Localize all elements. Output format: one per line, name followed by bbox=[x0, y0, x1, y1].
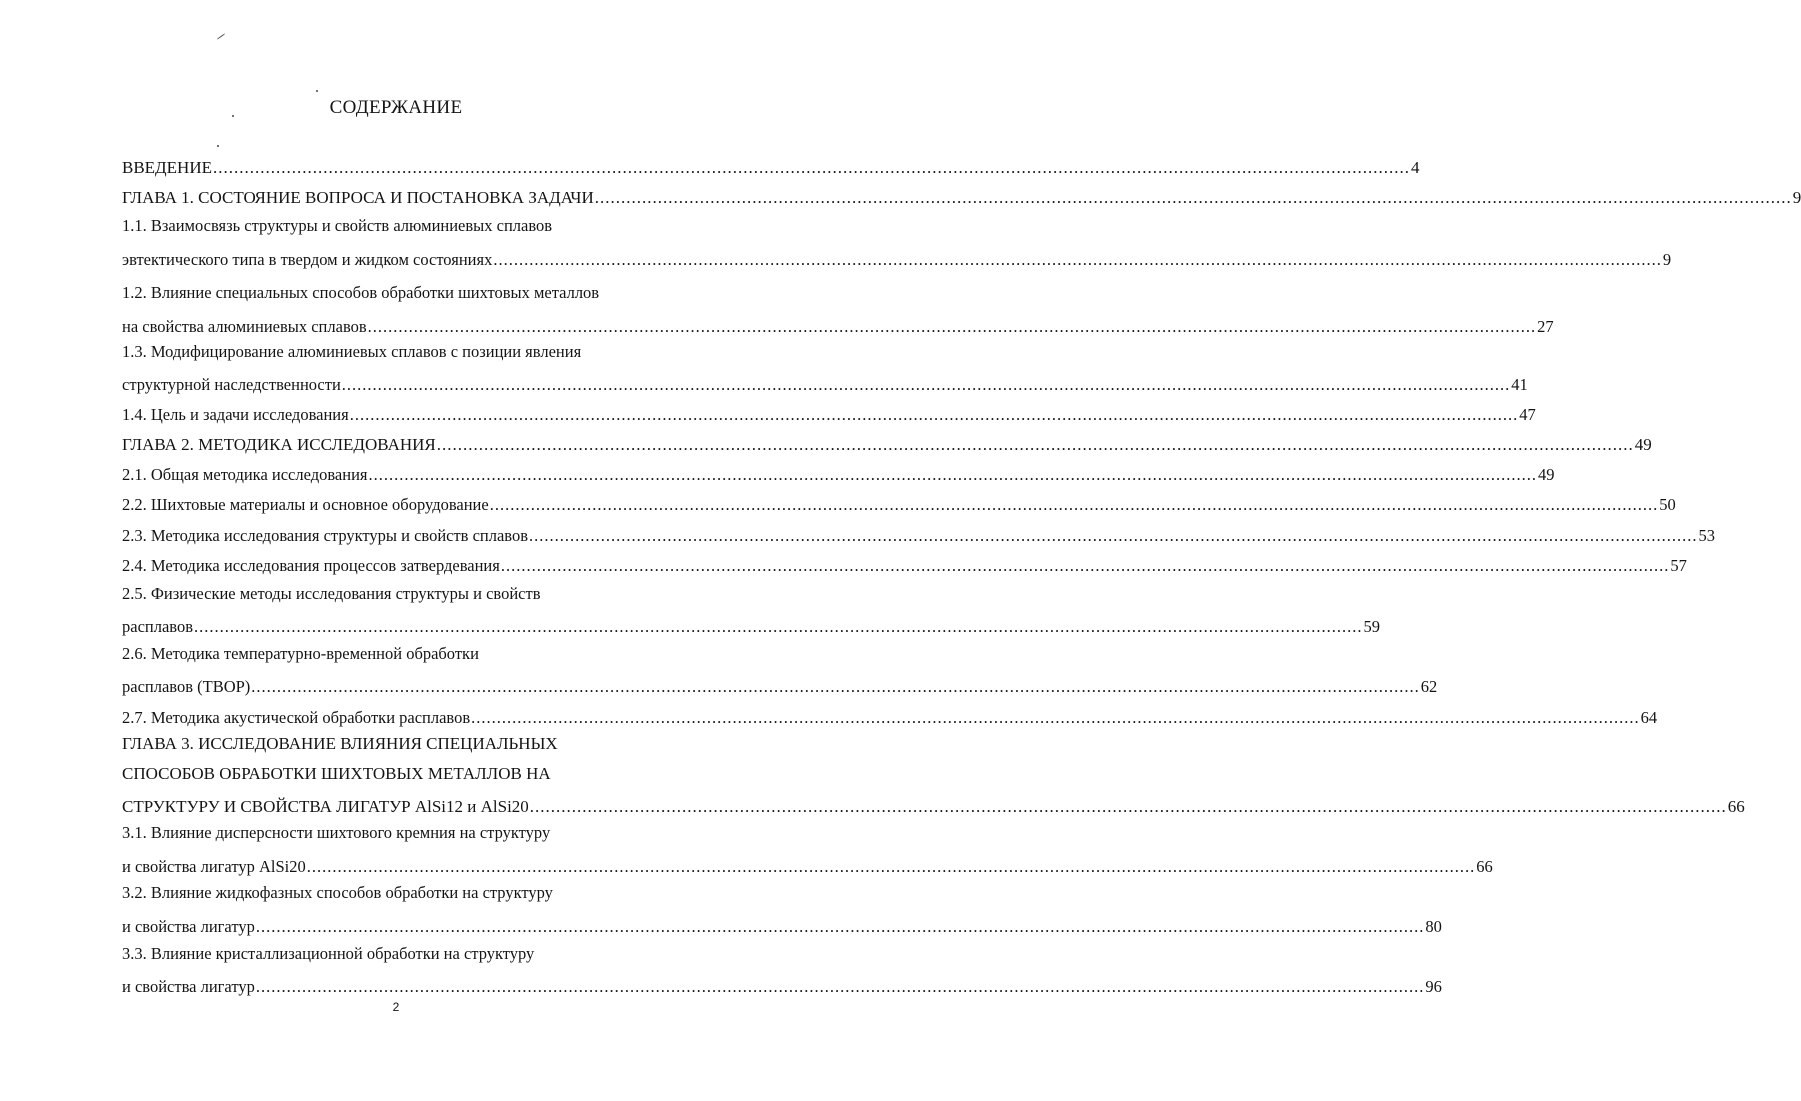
toc-entry-title: 2.4. Методика исследования процессов затвердевания bbox=[122, 556, 500, 575]
toc-entry-chapter-1[interactable] bbox=[122, 183, 1801, 209]
toc-leader-dots: .................................................................................................................................................................................................................................... bbox=[489, 495, 1659, 514]
toc-page-number: 9 bbox=[1792, 188, 1801, 207]
toc-page-number: 59 bbox=[1363, 617, 1381, 636]
page-number: 2 bbox=[392, 1000, 400, 1014]
toc-entry-1-2[interactable] bbox=[122, 312, 1554, 338]
toc-entry-title: ГЛАВА 1. СОСТОЯНИЕ ВОПРОСА И ПОСТАНОВКА ЗАДАЧИ bbox=[122, 188, 594, 207]
toc-entry-line: ГЛАВА 3. ИССЛЕДОВАНИЕ ВЛИЯНИЯ СПЕЦИАЛЬНЫХ bbox=[122, 734, 558, 753]
toc-leader-dots: .................................................................................................................................................................................................................................... bbox=[436, 435, 1634, 454]
toc-entry-line: 1.1. Взаимосвязь структуры и свойств алюминиевых сплавов bbox=[122, 216, 553, 235]
toc-leader-dots: .................................................................................................................................................................................................................................... bbox=[255, 917, 1425, 936]
scan-speck bbox=[217, 145, 219, 147]
toc-page-number: 41 bbox=[1511, 375, 1528, 394]
toc-page-number: 9 bbox=[1662, 250, 1672, 269]
toc-entry-title: 2.2. Шихтовые материалы и основное оборудование bbox=[122, 495, 489, 514]
toc-entry-1-1[interactable] bbox=[122, 245, 1672, 271]
scan-speck bbox=[217, 33, 226, 40]
toc-entry-title: 2.3. Методика исследования структуры и свойств сплавов bbox=[122, 526, 529, 545]
toc-entry-title: 1.4. Цель и задачи исследования bbox=[122, 405, 349, 424]
toc-leader-dots: .................................................................................................................................................................................................................................... bbox=[341, 375, 1511, 394]
toc-page-number: 64 bbox=[1640, 708, 1658, 727]
toc-entry-chapter-3[interactable] bbox=[122, 792, 1745, 818]
toc-page-number: 49 bbox=[1634, 435, 1652, 454]
toc-entry-3-3[interactable] bbox=[122, 972, 1442, 998]
toc-entry-2-7[interactable] bbox=[122, 703, 1658, 729]
toc-entry-title: СТРУКТУРУ И СВОЙСТВА ЛИГАТУР AlSi12 и AlSi20 bbox=[122, 797, 529, 816]
toc-entry-title: 2.7. Методика акустической обработки расплавов bbox=[122, 708, 471, 727]
toc-entry-2-5[interactable] bbox=[122, 612, 1381, 638]
toc-entry-3-1[interactable] bbox=[122, 852, 1493, 878]
toc-leader-dots: .................................................................................................................................................................................................................................... bbox=[349, 405, 1519, 424]
toc-leader-dots: .................................................................................................................................................................................................................................... bbox=[500, 556, 1670, 575]
toc-leader-dots: .................................................................................................................................................................................................................................... bbox=[529, 526, 1698, 545]
toc-leader-dots: .................................................................................................................................................................................................................................... bbox=[212, 158, 1410, 177]
toc-entry-introduction[interactable] bbox=[122, 153, 1420, 179]
toc-page-number: 66 bbox=[1476, 857, 1493, 876]
toc-entry-line: 3.1. Влияние дисперсности шихтового кремния на структуру bbox=[122, 823, 551, 842]
toc-page-number: 50 bbox=[1659, 495, 1676, 514]
toc-page-number: 53 bbox=[1698, 526, 1716, 545]
scan-speck bbox=[316, 90, 318, 92]
toc-entry-2-2[interactable] bbox=[122, 490, 1676, 516]
toc-page-number: 4 bbox=[1410, 158, 1420, 177]
toc-entry-line: 3.3. Влияние кристаллизационной обработки на структуру bbox=[122, 944, 535, 963]
toc-leader-dots: .................................................................................................................................................................................................................................... bbox=[493, 250, 1662, 269]
toc-entry-1-3[interactable] bbox=[122, 370, 1528, 396]
toc-entry-title: 2.1. Общая методика исследования bbox=[122, 465, 368, 484]
page-title: СОДЕРЖАНИЕ bbox=[329, 97, 463, 118]
toc-leader-dots: .................................................................................................................................................................................................................................... bbox=[529, 797, 1727, 816]
toc-entry-chapter-2[interactable] bbox=[122, 430, 1652, 456]
toc-entry-title: и свойства лигатур AlSi20 bbox=[122, 857, 306, 876]
toc-entry-title: расплавов (ТВОР) bbox=[122, 677, 251, 696]
toc-page-number: 47 bbox=[1519, 405, 1536, 424]
toc-entry-title: ГЛАВА 2. МЕТОДИКА ИССЛЕДОВАНИЯ bbox=[122, 435, 436, 454]
toc-leader-dots: .................................................................................................................................................................................................................................... bbox=[367, 317, 1537, 336]
toc-entry-2-3[interactable] bbox=[122, 521, 1716, 547]
toc-entry-line: СПОСОБОВ ОБРАБОТКИ ШИХТОВЫХ МЕТАЛЛОВ НА bbox=[122, 764, 551, 783]
toc-entry-3-2[interactable] bbox=[122, 912, 1442, 938]
toc-entry-1-4[interactable] bbox=[122, 400, 1536, 426]
toc-entry-title: на свойства алюминиевых сплавов bbox=[122, 317, 367, 336]
toc-entry-title: расплавов bbox=[122, 617, 194, 636]
toc-entry-title: и свойства лигатур bbox=[122, 917, 255, 936]
toc-leader-dots: .................................................................................................................................................................................................................................... bbox=[471, 708, 1640, 727]
toc-page-number: 80 bbox=[1425, 917, 1442, 936]
toc-page-number: 96 bbox=[1425, 977, 1442, 996]
toc-leader-dots: .................................................................................................................................................................................................................................... bbox=[194, 617, 1363, 636]
toc-entry-title: структурной наследственности bbox=[122, 375, 341, 394]
toc-entry-line: 2.6. Методика температурно-временной обработки bbox=[122, 644, 479, 663]
toc-leader-dots: .................................................................................................................................................................................................................................... bbox=[594, 188, 1792, 207]
toc-page-number: 62 bbox=[1420, 677, 1438, 696]
toc-entry-title: ВВЕДЕНИЕ bbox=[122, 158, 212, 177]
toc-leader-dots: .................................................................................................................................................................................................................................... bbox=[251, 677, 1420, 696]
toc-entry-line: 3.2. Влияние жидкофазных способов обработки на структуру bbox=[122, 883, 553, 902]
toc-entry-2-1[interactable] bbox=[122, 460, 1555, 486]
toc-page-number: 66 bbox=[1727, 797, 1745, 816]
toc-leader-dots: .................................................................................................................................................................................................................................... bbox=[368, 465, 1538, 484]
toc-leader-dots: .................................................................................................................................................................................................................................... bbox=[255, 977, 1425, 996]
toc-leader-dots: .................................................................................................................................................................................................................................... bbox=[306, 857, 1476, 876]
toc-entry-2-4[interactable] bbox=[122, 551, 1687, 577]
toc-page-number: 49 bbox=[1538, 465, 1555, 484]
toc-entry-2-6[interactable] bbox=[122, 672, 1438, 698]
toc-page-number: 27 bbox=[1537, 317, 1554, 336]
toc-entry-line: 1.2. Влияние специальных способов обработки шихтовых металлов bbox=[122, 283, 600, 302]
toc-entry-title: и свойства лигатур bbox=[122, 977, 255, 996]
toc-entry-line: 1.3. Модифицирование алюминиевых сплавов с позиции явления bbox=[122, 342, 582, 361]
toc-page-number: 57 bbox=[1670, 556, 1687, 575]
toc-entry-title: эвтектического типа в твердом и жидком состояниях bbox=[122, 250, 493, 269]
toc-entry-line: 2.5. Физические методы исследования структуры и свойств bbox=[122, 584, 541, 603]
